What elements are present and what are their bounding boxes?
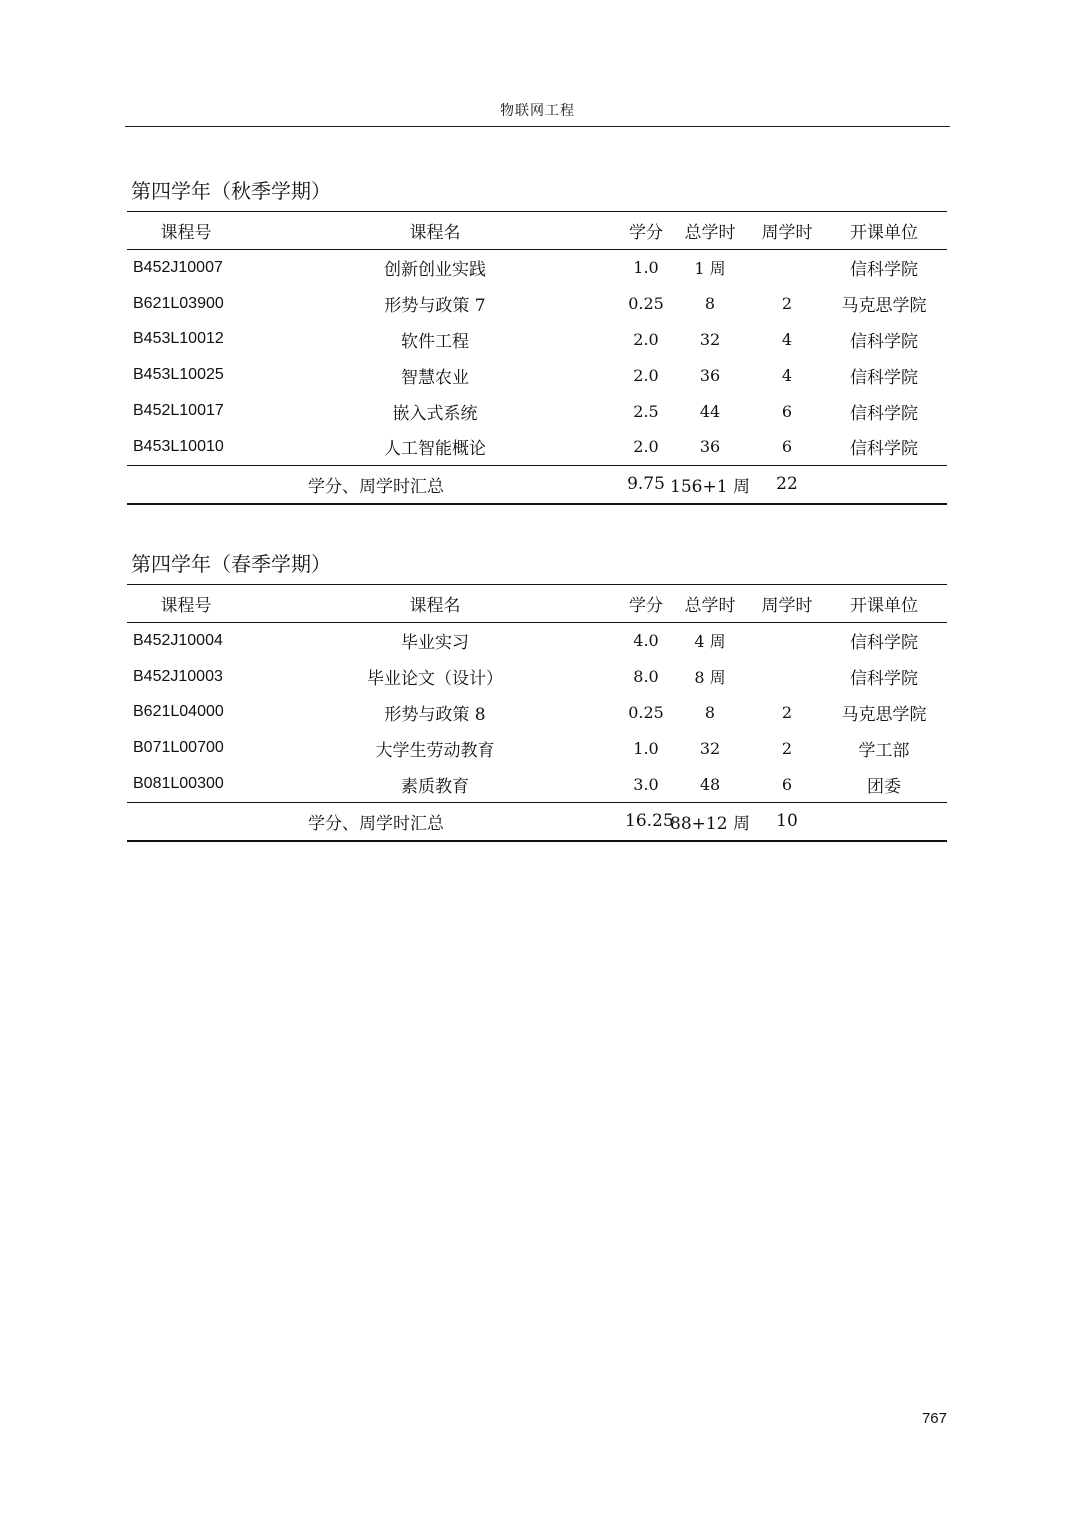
- course-weekly-hours: 6: [781, 401, 793, 421]
- table-row: [127, 250, 947, 286]
- course-unit: 团委: [867, 776, 901, 797]
- course-code: B453L10025: [133, 366, 224, 384]
- table-row: [127, 695, 947, 731]
- course-name: 毕业论文（设计）: [367, 669, 503, 690]
- total-weekly-hours: 22: [753, 465, 821, 504]
- column-header-credit: 学分: [625, 212, 667, 250]
- total-hours: 88+12 周: [667, 802, 753, 841]
- course-weekly-hours: 2: [781, 702, 793, 722]
- course-name: 素质教育: [401, 776, 469, 797]
- table-row: [127, 357, 947, 393]
- column-header-weekly-hours: 周学时: [753, 212, 821, 250]
- course-weekly-hours: 6: [781, 774, 793, 794]
- total-unit-empty: [821, 465, 947, 504]
- column-header-code: 课程号: [127, 212, 245, 250]
- total-weekly-hours: 10: [753, 802, 821, 841]
- table-row: [127, 286, 947, 322]
- total-unit-empty: [821, 802, 947, 841]
- total-credit: 9.75: [625, 465, 667, 504]
- course-name: 人工智能概论: [384, 439, 486, 460]
- course-credit: 2.5: [633, 401, 659, 421]
- course-code: B071L00700: [133, 739, 224, 757]
- course-total-hours: 32: [699, 738, 721, 758]
- course-code: B621L04000: [133, 703, 224, 721]
- course-unit: 信科学院: [850, 439, 918, 460]
- total-label: 学分、周学时汇总: [127, 465, 625, 504]
- course-table-autumn: [127, 211, 947, 505]
- table-row: [127, 659, 947, 695]
- table-body: [127, 250, 947, 504]
- course-weekly-hours: [753, 250, 821, 286]
- course-name: 软件工程: [401, 331, 469, 352]
- course-weekly-hours: [753, 623, 821, 659]
- table-row: [127, 393, 947, 429]
- column-header-total-hours: 总学时: [667, 212, 753, 250]
- page-header: [125, 100, 950, 127]
- column-header-total-hours: 总学时: [667, 585, 753, 623]
- course-name: 嵌入式系统: [392, 403, 478, 424]
- course-unit: 信科学院: [850, 260, 918, 281]
- total-row: [127, 802, 947, 841]
- table-row: [127, 429, 947, 465]
- section-title-autumn: 第四学年（秋季学期）: [131, 179, 331, 203]
- course-unit: 信科学院: [850, 403, 918, 424]
- column-header-code: 课程号: [127, 585, 245, 623]
- total-label: 学分、周学时汇总: [127, 802, 625, 841]
- course-code: B452J10003: [133, 667, 223, 685]
- course-name: 形势与政策 8: [384, 704, 486, 725]
- column-header-unit: 开课单位: [821, 212, 947, 250]
- course-total-hours: 36: [699, 437, 721, 457]
- column-header-weekly-hours: 周学时: [753, 585, 821, 623]
- table-header-row: [127, 212, 947, 250]
- table-body: [127, 623, 947, 841]
- course-weekly-hours: 4: [781, 365, 793, 385]
- column-header-name: 课程名: [245, 212, 625, 250]
- course-credit: 2.0: [633, 437, 659, 457]
- course-name: 智慧农业: [401, 367, 469, 388]
- course-credit: 8.0: [633, 667, 659, 687]
- course-weekly-hours: 4: [781, 329, 793, 349]
- course-credit: 1.0: [633, 258, 659, 278]
- course-credit: 0.25: [628, 294, 664, 314]
- course-unit: 学工部: [858, 740, 910, 761]
- course-total-hours: 36: [699, 365, 721, 385]
- course-code: B452L10017: [133, 402, 224, 420]
- course-unit: 信科学院: [850, 367, 918, 388]
- course-total-hours: 8: [704, 294, 716, 314]
- course-credit: 4.0: [633, 631, 659, 651]
- column-header-credit: 学分: [625, 585, 667, 623]
- course-code: B452J10007: [133, 258, 223, 276]
- course-unit: 马克思学院: [841, 296, 927, 317]
- course-name: 大学生劳动教育: [375, 740, 495, 761]
- course-credit: 2.0: [633, 365, 659, 385]
- course-total-hours: 44: [699, 401, 721, 421]
- course-unit: 信科学院: [850, 331, 918, 352]
- table-row: [127, 766, 947, 802]
- table-row: [127, 730, 947, 766]
- course-credit: 1.0: [633, 738, 659, 758]
- total-credit: 16.25: [625, 802, 667, 841]
- page-number: 767: [921, 1410, 947, 1427]
- course-credit: 2.0: [633, 329, 659, 349]
- total-hours: 156+1 周: [667, 465, 753, 504]
- course-total-hours: 1 周: [694, 259, 726, 279]
- table-header-row: [127, 585, 947, 623]
- course-weekly-hours: 2: [781, 294, 793, 314]
- course-total-hours: 4 周: [694, 632, 726, 652]
- course-code: B452J10004: [133, 631, 223, 649]
- course-table-spring: [127, 584, 947, 842]
- table-row: [127, 322, 947, 358]
- course-unit: 马克思学院: [841, 704, 927, 725]
- course-code: B621L03900: [133, 294, 224, 312]
- course-total-hours: 8: [704, 702, 716, 722]
- course-total-hours: 8 周: [694, 668, 726, 688]
- course-credit: 0.25: [628, 702, 664, 722]
- course-name: 毕业实习: [401, 633, 469, 654]
- course-code: B453L10010: [133, 437, 224, 455]
- course-unit: 信科学院: [850, 669, 918, 690]
- column-header-unit: 开课单位: [821, 585, 947, 623]
- total-row: [127, 465, 947, 504]
- course-weekly-hours: 2: [781, 738, 793, 758]
- course-code: B081L00300: [133, 775, 224, 793]
- section-title-spring: 第四学年（春季学期）: [131, 552, 331, 576]
- column-header-name: 课程名: [245, 585, 625, 623]
- course-name: 创新创业实践: [384, 260, 486, 281]
- header-title: 物联网工程: [500, 103, 575, 119]
- course-unit: 信科学院: [850, 633, 918, 654]
- course-total-hours: 48: [699, 774, 721, 794]
- course-credit: 3.0: [633, 774, 659, 794]
- course-total-hours: 32: [699, 329, 721, 349]
- course-weekly-hours: [753, 659, 821, 695]
- table-row: [127, 623, 947, 659]
- course-name: 形势与政策 7: [384, 296, 486, 317]
- course-code: B453L10012: [133, 330, 224, 348]
- course-weekly-hours: 6: [781, 437, 793, 457]
